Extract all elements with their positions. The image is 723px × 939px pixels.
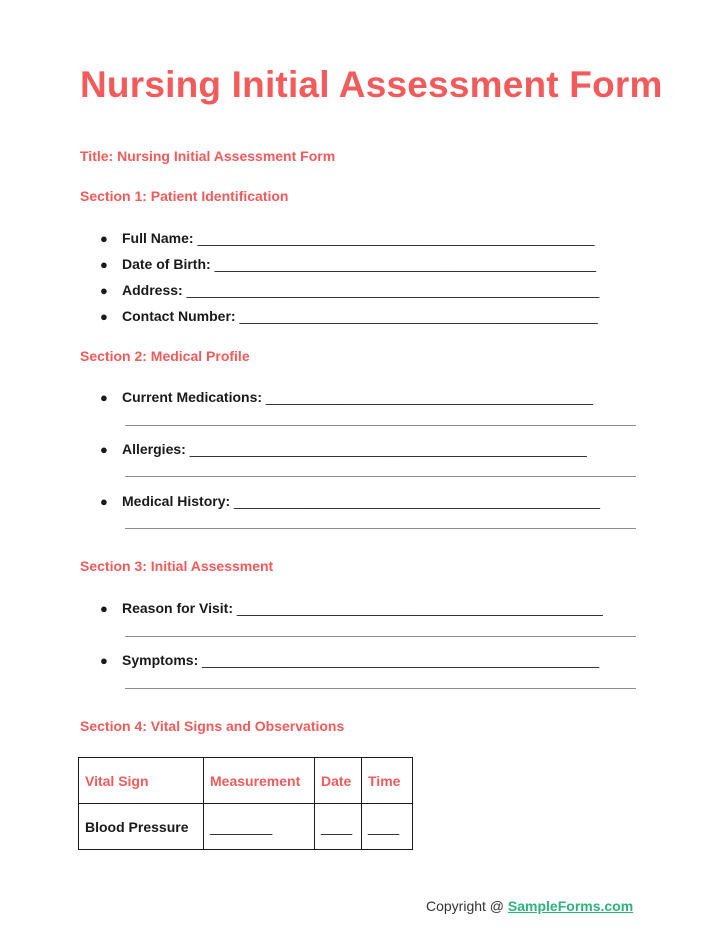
section-2-heading: Section 2: Medical Profile [80, 348, 250, 364]
column-header: Date [315, 758, 362, 804]
bullet-icon: ● [100, 494, 108, 509]
copyright-text: Copyright @ [426, 898, 508, 914]
field-label: Reason for Visit: [122, 600, 233, 616]
field-label: Allergies: [122, 441, 186, 457]
extra-answer-line[interactable] [125, 425, 636, 426]
bullet-icon: ● [100, 601, 108, 616]
field-label: Symptoms: [122, 652, 199, 668]
bullet-icon: ● [100, 283, 108, 298]
extra-answer-line[interactable] [125, 688, 636, 689]
table-row [79, 804, 413, 850]
extra-answer-line[interactable] [125, 636, 636, 637]
field-blank[interactable]: ___________________________________________________ [189, 441, 587, 457]
table-cell[interactable]: ________ [204, 804, 315, 850]
section-3-heading: Section 3: Initial Assessment [80, 558, 274, 574]
extra-answer-line[interactable] [125, 476, 636, 477]
field-medical-history [100, 493, 600, 509]
field-label: Medical History: [122, 493, 231, 509]
bullet-icon: ● [100, 309, 108, 324]
bullet-icon: ● [100, 390, 108, 405]
field-blank[interactable]: __________________________________________ [265, 389, 593, 405]
field-label: Full Name: [122, 230, 194, 246]
field-blank[interactable]: _______________________________________________ [234, 493, 600, 509]
section-4-heading: Section 4: Vital Signs and Observations [80, 718, 345, 734]
column-header: Measurement [204, 758, 315, 804]
field-reason-for-visit [100, 600, 603, 616]
table-cell[interactable]: ____ [362, 804, 413, 850]
column-header: Time [362, 758, 413, 804]
bullet-icon: ● [100, 257, 108, 272]
field-label: Date of Birth: [122, 256, 211, 272]
page-title: Nursing Initial Assessment Form [80, 64, 663, 105]
brand-link[interactable]: SampleForms.com [507, 898, 634, 914]
field-current-medications [100, 389, 593, 405]
field-label: Contact Number: [122, 308, 236, 324]
copyright-footer [426, 898, 633, 914]
bullet-icon: ● [100, 231, 108, 246]
table-cell[interactable]: ____ [315, 804, 362, 850]
table-cell: Blood Pressure [79, 804, 204, 850]
field-date-of-birth [100, 256, 596, 272]
vital-signs-table [78, 757, 413, 850]
field-symptoms [100, 652, 599, 668]
field-allergies [100, 441, 587, 457]
field-full-name [100, 230, 595, 246]
bullet-icon: ● [100, 442, 108, 457]
field-blank[interactable]: ______________________________________________ [239, 308, 598, 324]
extra-answer-line[interactable] [125, 528, 636, 529]
field-address [100, 282, 599, 298]
field-contact-number [100, 308, 598, 324]
document-title: Title: Nursing Initial Assessment Form [80, 148, 336, 164]
field-label: Address: [122, 282, 183, 298]
field-blank[interactable]: ___________________________________________________ [202, 652, 600, 668]
field-blank[interactable]: _____________________________________________________ [186, 282, 600, 298]
table-header-row [79, 758, 413, 804]
field-blank[interactable]: _________________________________________________ [214, 256, 597, 272]
section-1-heading: Section 1: Patient Identification [80, 188, 289, 204]
bullet-icon: ● [100, 653, 108, 668]
field-blank[interactable]: ___________________________________________________ [197, 230, 595, 246]
field-blank[interactable]: _______________________________________________ [236, 600, 603, 616]
column-header: Vital Sign [79, 758, 204, 804]
field-label: Current Medications: [122, 389, 263, 405]
